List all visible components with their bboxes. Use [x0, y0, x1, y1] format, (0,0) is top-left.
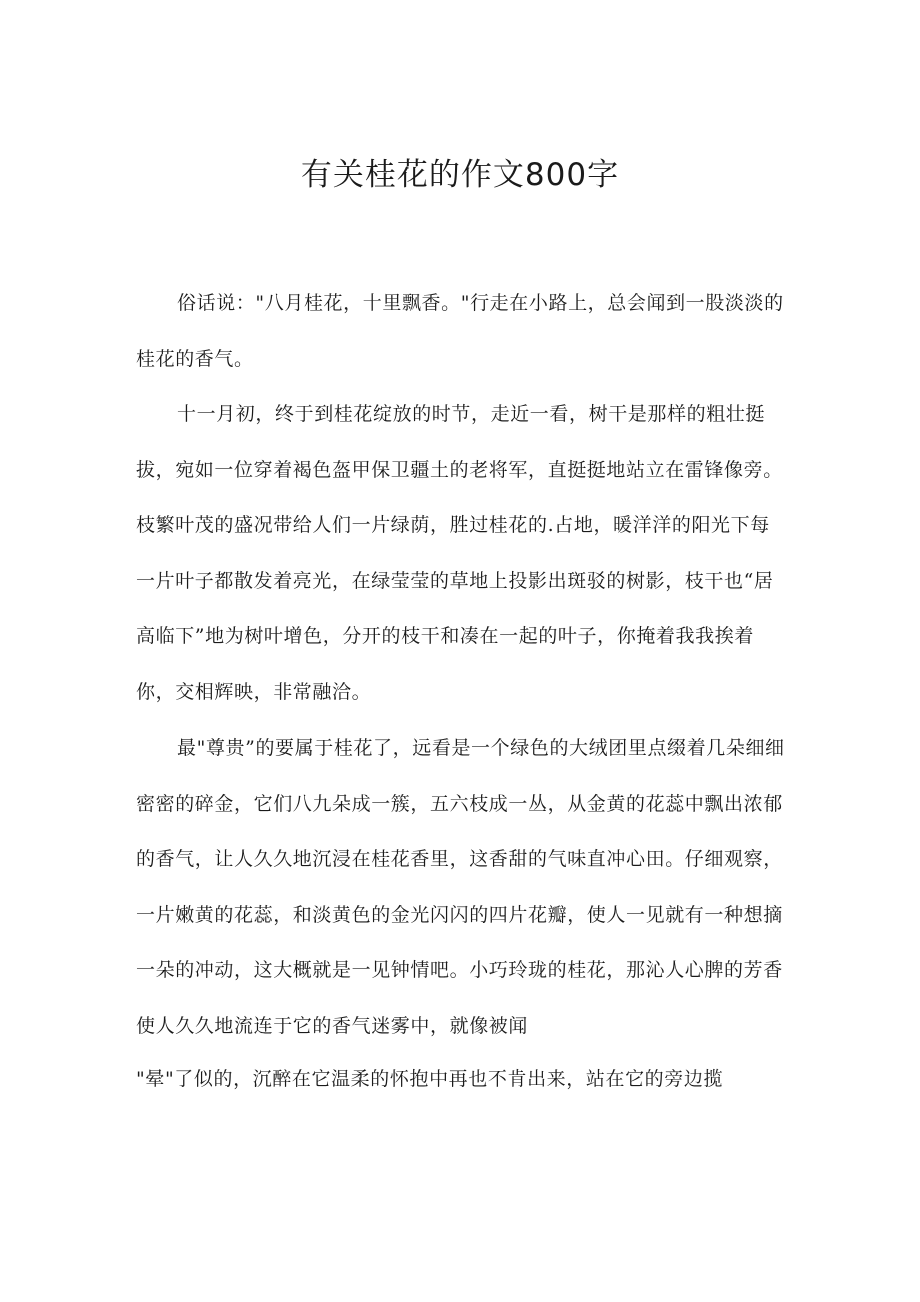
paragraph-1: 俗话说："八月桂花，十里飘香。"行走在小路上，总会闻到一股淡淡的桂花的香气。 — [136, 292, 784, 370]
paragraph-2: 十一月初，终于到桂花绽放的时节，走近一看，树干是那样的粗壮挺拔，宛如一位穿着褐色盔甲保卫疆土的老将军，直挺挺地站立在雷锋像旁。枝繁叶茂的盛况带给人们一片绿荫，胜过桂花的.占地，暖洋洋的阳光下每一片叶子都散发着亮光，在绿莹莹的草地上投影出斑驳的树影，枝干也“居高临下”地为树叶增色，分开的枝干和凑在一起的叶子，你掩着我我挨着你，交相辉映，非常融洽。 — [136, 403, 783, 703]
paragraph-3: 最"尊贵”的要属于桂花了，远看是一个绿色的大绒团里点缀着几朵细细密密的碎金，它们八九朵成一簇，五六枝成一丛，从金黄的花蕊中飘出浓郁的香气，让人久久地沉浸在桂花香里，这香甜的气味直冲心田。仔细观察，一片嫩黄的花蕊，和淡黄色的金光闪闪的四片花瓣，使人一见就有一种想摘一朵的冲动，这大概就是一见钟情吧。小巧玲珑的桂花，那沁人心脾的芳香使人久久地流连于它的香气迷雾中，就像被闻 — [136, 737, 785, 1037]
document-title: 有关桂花的作文800字 — [300, 157, 620, 193]
paragraph-4: "晕"了似的，沉醉在它温柔的怀抱中再也不肯出来，站在它的旁边揽 — [136, 1068, 724, 1090]
